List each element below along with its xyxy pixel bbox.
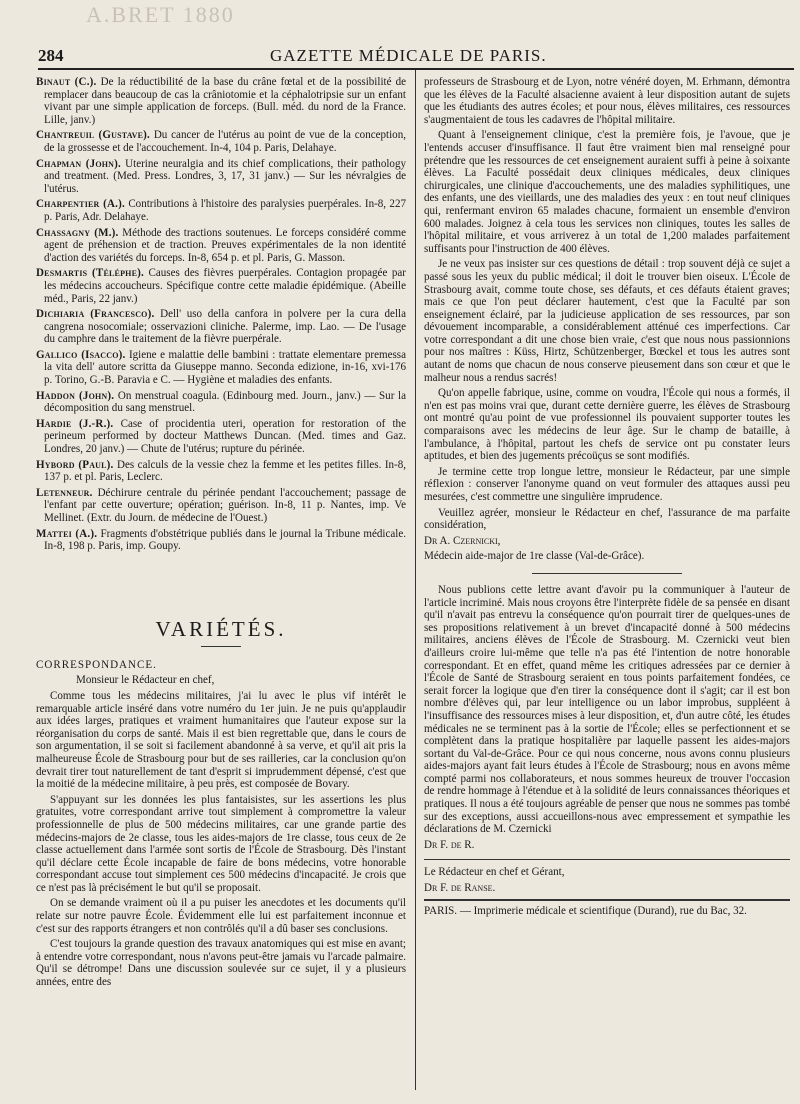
bibliography-author: Mattei (A.). [36,527,98,540]
column-divider [415,70,416,1090]
bibliography-text: Contributions à l'histoire des paralysies puerpérales. In-8, 227 p. Paris, Adr. Delahaye. [44,198,406,223]
separator-line [532,573,682,574]
letter-paragraph: Quant à l'enseignement clinique, c'est la première fois, je l'avoue, que je l'entends accuser d'insuffisance. Il faut être vraiment bien mal renseigné pour prétendre que les ressources de cet enseignement auraient suffi à peine à soixante élèves. La Faculté possédait deux cliniques médicales, deux cliniques chirurgicales, une clinique d'accouchements, une des maladies syphilitiques, une des enfants, une des vieillards, une des maladies des yeux : en tout neuf cliniques qui, renfermant environ 65 malades chacune, formaient un ensemble d'environ 600 malades. Joignez à cela tous les services non cliniques, toutes les salles de l'hôpital militaire, et vous arriverez à un total de 1,200 malades parfaitement suffisants pour l'instruction de 400 élèves. [424,129,790,255]
editor-note: Nous publions cette lettre avant d'avoir pu la communiquer à l'auteur de l'article incriminé. Mais nous croyons être l'interprète fidèle de sa pensée en disant qu'il n'avait pas entrevu la conséquence qu'on pourrait tirer de quelques-unes de ses propositions relativement à un brevet d'incapacité donné à 500 médecins militaires, anciens élèves de l'École de Strasbourg. M. Czernicki veut bien d'ailleurs croire lui-même que telle n'a pas été l'intention de notre honorable correspondant. Et en effet, quand même les critiques adressées par ce dernier à l'École de Santé de Strasbourg seraient en tous points parfaitement fondées, ce serait forcer la logique que d'en tirer la conséquence dont il s'agit; car il est bon nombre d'élèves qui, par leur intelligence ou un labor improbus, suppléent à l'insuffisance des ressources mises à leur disposition, et, d'un autre côté, les études médicales ne se terminent pas à la sortie de l'École; elles se perfectionnent et se complètent dans la pratique hospitalière par laquelle passent les aides-majors sortant du Val-de-Grâce. Pour ce qui nous concerne, nous avons connu plusieurs aides-majors ayant fait leurs études à l'École de Strasbourg; nous en avons même compté parmi nos collaborateurs, et nous sommes heureux de trouver l'occasion de rendre hommage à l'étendue et à la solidité de leurs connaissances théoriques et pratiques. Il nous a été toujours agréable de penser que nous ne sommes pas tombé sur des exceptions, aussi accueillons-nous avec empressement et sympathie les déclarations de M. Czernicki [424,583,790,836]
bibliography-author: Haddon (John). [36,389,115,402]
left-column [36,76,406,1096]
letter-paragraph: Je termine cette trop longue lettre, monsieur le Rédacteur, par une simple réflexion : conserver l'anonyme quand on veut formuler des attaques aussi peu mesurées, c'est commettre une singulière imprudence. [424,465,790,503]
bibliography-entry [36,390,406,415]
bibliography-text: Des calculs de la vessie chez la femme et les petites filles. In-8, 137 p. et pl. Paris, Leclerc. [44,458,406,484]
bibliography-entry [36,158,406,196]
bibliography-entry [36,418,406,456]
right-column [424,76,790,1096]
bibliography-author: Hybord (Paul). [36,458,114,471]
library-stamp: A.BRET 1880 [86,2,235,27]
bibliography-text: Case of procidentia uteri, operation for restoration of the perineum performed by docteur Matthews Duncan. (Med. times and Gaz. Londres, 20 janv.) — Chute de l'utérus; rupture du périnée. [44,417,406,456]
imprint-rule [424,899,790,901]
header-rule [38,68,794,70]
bibliography-entry [36,459,406,484]
bibliography-text: Uterine neuralgia and its chief complications, their pathology and treatment. (Med. Press. Londres, 3, 17, 31 janv.) — Sur les névralgies de l'utérus. [44,157,406,195]
bibliography-entry [36,487,406,525]
page-number: 284 [38,46,64,65]
letter-paragraph: Qu'on appelle fabrique, usine, comme on voudra, l'École qui nous a formés, il n'en est pas moins vrai que, durant cette dernière guerre, les élèves de Strasbourg ont montré qu'au point de vue professionnel ils pouvaient supporter toutes les comparaisons avec les médecins de leur âge. Sur le champ de bataille, à l'ambulance, à l'hôpital, partout les chefs de service ont pu constater leurs aptitudes, et bien des jugements précoüçus se sont modifiés. [424,387,790,463]
letter-paragraph: C'est toujours la grande question des travaux anatomiques qui est mise en avant; à entendre votre correspondant, nous n'avons peut-être jamais vu l'arcade palmaire. Qu'il se détrompe! Dans une discussion soulevée sur ce sujet, il y a plusieurs années, entre des [36,938,406,989]
bibliography-list [36,76,406,553]
salutation: Monsieur le Rédacteur en chef, [76,674,215,687]
bibliography-author: Gallico (Isacco). [36,348,126,361]
bibliography-entry [36,198,406,223]
editor-signature: Dr F. de R. [424,838,475,851]
bibliography-entry [36,129,406,154]
bibliography-author: Dichiaria (Francesco). [36,308,155,321]
page-header [38,46,794,68]
letter-paragraph: professeurs de Strasbourg et de Lyon, notre vénéré doyen, M. Erhmann, démontra que les élèves de la Faculté alsacienne avaient à leur disposition autant de sujets que les étudiants des autres écoles; et pour nous, élèves militaires, ces ressources s'augmentaient de tous les cadavres de l'hôpital militaire. [424,76,790,126]
bibliography-text: Fragments d'obstétrique publiés dans le journal la Tribune médicale. In-8, 198 p. Paris, imp. Goupy. [44,527,406,553]
journal-title: GAZETTE MÉDICALE DE PARIS. [270,46,547,65]
bibliography-entry [36,349,406,387]
letter-paragraph: Veuillez agréer, monsieur le Rédacteur en chef, l'assurance de ma parfaite considération, [424,506,790,532]
gerant-name: Dr F. de Ranse. [424,882,496,895]
bibliography-author: Desmartis (Téléphe). [36,267,144,280]
correspondance-title: CORRESPONDANCE. [36,658,157,671]
bibliography-text: On menstrual coagula. (Edinbourg med. Journ., janv.) — Sur la décomposition du sang menstruel. [44,389,406,415]
bibliography-text: Déchirure centrale du périnée pendant l'accouchement; passage de l'enfant par cette ouverture; opération; guérison. In-8, 11 p. Nantes, imp. Ve Mellinet. (Extr. du Journ. de médecine de l'Ouest.) [44,486,406,524]
gerant-line: Le Rédacteur en chef et Gérant, [424,866,565,879]
bibliography-text: Igiene e malattie delle bambini : trattate elementare premessa la vita dell' autore scritta da Giuseppe manno. Seconda edizione, in-16, xvi-176 p. Torino, G.-B. Paravia e C. — Hygiène et maladies des enfants. [44,348,406,387]
bibliography-author: Chapman (John). [36,157,121,170]
bibliography-text: Du cancer de l'utérus au point de vue de la conception, de la grossesse et de l'accouchement. In-4, 104 p. Paris, Delahaye. [44,129,406,154]
bibliography-author: Chantreuil (Gustave). [36,129,150,142]
bibliography-entry [36,528,406,553]
section-underline [201,646,241,647]
bibliography-author: Chassagny (M.). [36,226,119,239]
bibliography-entry [36,267,406,305]
letter-paragraph: Je ne veux pas insister sur ces questions de détail : trop souvent déjà ce sujet a passé sous les yeux du public médical; il doit le trouver bien oiseux. L'École de Strasbourg avait, comme toute chose, ses défauts, et ces défauts étaient graves; mais ce que l'on peut déclarer hautement, c'est que la Faculté par son enseignement éclairé, par la judicieuse application de ses ressources, par son dévouement incomparable, a considérablement atténué ces imperfections. Car votre correspondant a dit une chose bien vraie, c'est que nous nous passionnions pour nos maîtres : Küss, Hirtz, Schützenberger, Bœckel et tous les autres sont autant de noms que chacun de nous conserve pieusement dans son cœur et que le malheur nous a rendus sacrés! [424,258,790,384]
imprint: PARIS. — Imprimerie médicale et scientifique (Durand), rue du Bac, 32. [424,904,747,917]
bibliography-author: Hardie (J.-R.). [36,417,114,430]
bibliography-text: Causes des fièvres puerpérales. Contagion propagée par les médecins accoucheurs. Spécifique contre cette maladie épidémique. (Abeille méd., Paris, 22 janv.) [44,267,406,305]
bibliography-text: De la réductibilité de la base du crâne fœtal et de la possibilité de remplacer dans beaucoup de cas la crâniotomie et la céphalotripsie sur un enfant vivant par une simple application de forceps. (Bull. méd. du nord de la France. Lille, janv.) [44,76,406,126]
bibliography-entry [36,227,406,265]
section-title: VARIÉTÉS. [155,616,287,641]
bibliography-text: Méthode des tractions soutenues. Le forceps considéré comme agent de préhension et de traction. Preuves expérimentales de la non identité d'action des variétés du forceps. In-8, 654 p. et pl. Paris, G. Masson. [44,226,406,264]
bibliography-entry [36,76,406,126]
letter-paragraph: Comme tous les médecins militaires, j'ai lu avec le plus vif intérêt le remarquable article inséré dans votre numéro du 1er juin. Je ne puis qu'applaudir aux idées larges, pratiques et vraiment humanitaires que l'auteur expose sur la réorganisation du corps de santé. Mais il est bien regrettable que, dans le cours de son argumentation, il se soit si facilement abandonné à sa verve, et qu'il ait pris la malheureuse École de Strasbourg pour but de ses railleries, car la conclusion qu'on devrait tirer tout naturellement de tant d'esprit si imprudemment dépensé, c'est que la moitié de la médecine militaire, à peu près, est composée de Bovary. [36,689,406,791]
bibliography-text: Dell' uso della canfora in polvere per la cura della cangrena nosocomiale; osservazioni cliniche. Palerme, imp. Lao. — De l'usage du camphre dans le traitement de la fièvre puerpérale. [44,308,406,346]
letter-paragraph: On se demande vraiment où il a pu puiser les anecdotes et les documents qu'il relate sur notre pauvre École. Évidemment elle lui est parfaitement inconnue et c'est sur des rapports étrangers et non contrôlés qu'il a dû baser ses conclusions. [36,897,406,935]
bibliography-author: Charpentier (A.). [36,198,125,211]
bibliography-author: Letenneur. [36,486,93,499]
letter-paragraph: S'appuyant sur les données les plus fantaisistes, sur les assertions les plus gratuites, votre correspondant arrive tout simplement à compromettre la valeur professionnelle de plus de 500 médecins militaires, car une grande partie des médecins-majors de 2e classe, tous les aides-majors de 1re classe, tous ceux de 2e classe actuellement dans l'armée sont sortis de l'École de Strasbourg. Dès l'instant qu'il déclare cette École incapable de faire de bons médecins, votre honorable correspondant accuse tout simplement ces 500 médecins d'incapacité. Je crois que ce n'est pas là précisément le but qu'il se proposait. [36,793,406,894]
signature-name: Dr A. Czernicki, [424,534,501,547]
signature-title: Médecin aide-major de 1re classe (Val-de-Grâce). [424,550,645,563]
footer-rule [424,859,790,860]
bibliography-entry [36,308,406,346]
bibliography-author: Binaut (C.). [36,76,97,88]
